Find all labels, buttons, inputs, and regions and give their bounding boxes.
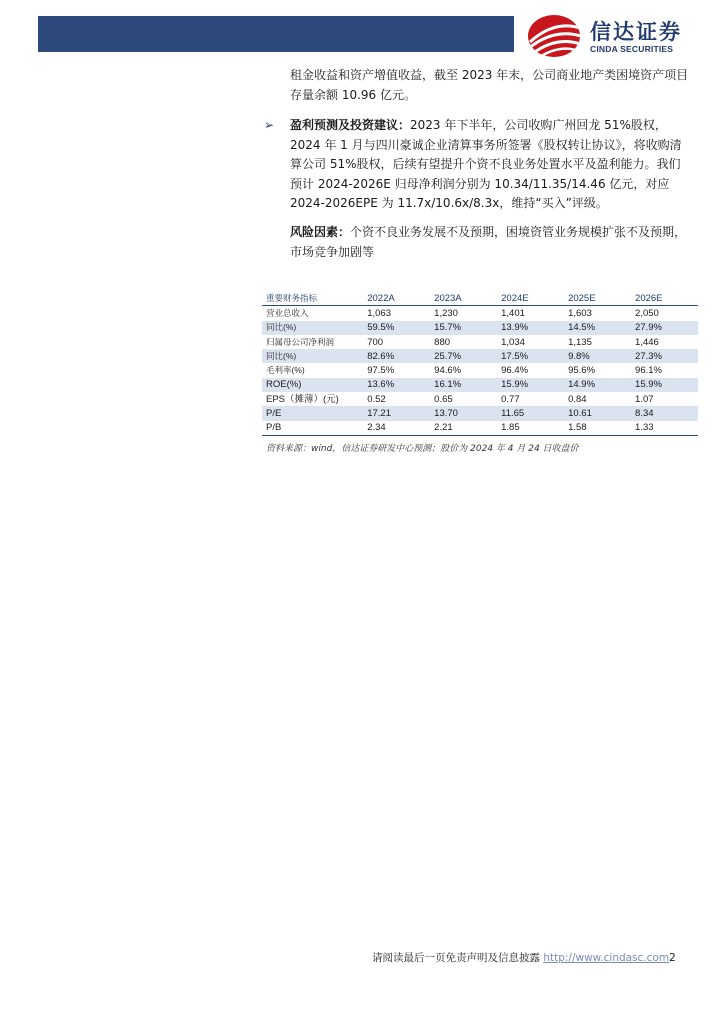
page-number: 2 [669,952,676,964]
table-row [262,321,698,335]
table-cell: 15.9% [631,378,698,392]
logo-globe-icon [524,12,584,60]
table-cell: 1,135 [568,336,592,348]
table-row [262,406,698,420]
table-row [262,378,698,392]
table-row [262,392,698,406]
table-header-cell: 2022A [363,291,430,306]
table-header-row [262,291,698,306]
table-cell: 1,230 [434,307,458,319]
table-cell: 59.5% [363,321,430,335]
table-row-label: ROE(%) [262,378,363,392]
table-cell: 10.61 [564,406,631,420]
table-cell: 96.1% [635,365,662,377]
page-footer [372,950,676,965]
table-header-cell: 重要财务指标 [262,291,363,306]
table-cell: 1.58 [564,421,631,436]
table-row-label: 营业总收入 [266,307,309,318]
table-cell: 0.65 [434,393,453,405]
table-cell: 8.34 [631,406,698,420]
table-cell: 82.6% [363,349,430,363]
table-cell: 13.6% [363,378,430,392]
table-cell: 1.33 [631,421,698,436]
profit-forecast-body: 2023 年下半年，公司收购广州回龙 51%股权，2024 年 1 月与四川豪诚企业清算事务所签署《股权转让协议》，将收购清算公司 51%股权，后续有望提升个资不良业务处置水平及盈利能力。我们预计 2024-2026E 归母净利润分别为 10.34/11.35/14.46 亿元，对应 2024-2026EPE 为 11.7x/10.6x/8.3x，维持“买入”评级。 [290,118,682,210]
table-row-label: P/B [262,421,363,436]
table-cell: 0.77 [501,393,520,405]
table-row [262,363,698,377]
table-cell: 9.8% [564,349,631,363]
company-logo [524,12,704,60]
table-cell: 94.6% [434,365,462,377]
table-header-cell: 2023A [430,291,497,306]
paragraph-commercial-assets: 租金收益和资产增值收益，截至 2023 年末，公司商业地产类困境资产项目存量余额 10.96 亿元。 [290,68,689,102]
table-cell: 11.65 [497,406,564,420]
table-cell: 0.52 [367,393,386,405]
table-cell: 17.21 [363,406,430,420]
table-row-label: EPS（摊薄）(元) [266,393,339,405]
table-cell: 1,034 [501,336,525,348]
table-cell: 27.3% [631,349,698,363]
table-cell: 15.7% [430,321,497,335]
table-cell: 14.9% [564,378,631,392]
table-header-cell: 2025E [564,291,631,306]
table-cell: 96.4% [501,365,529,377]
table-cell: 15.9% [497,378,564,392]
table-cell: 16.1% [430,378,497,392]
table-row-label: 同比(%) [262,321,363,335]
table-cell: 1,446 [635,336,659,348]
table-cell: 2,050 [635,307,659,319]
table-cell: 97.5% [367,365,395,377]
table-row [262,349,698,363]
table-cell: 95.6% [568,365,596,377]
table-header-cell: 2026E [631,291,698,306]
logo-chinese-name: 信达证券 [590,20,682,44]
risk-factors-body: 个资不良业务发展不及预期，困境资管业务规模扩张不及预期，市场竞争加剧等 [290,225,687,259]
table-cell: 1,063 [367,307,391,319]
logo-english-name: CINDA SECURITIES [590,44,674,54]
table-header-cell: 2024E [497,291,564,306]
table-cell: 1.07 [635,393,654,405]
table-cell: 0.84 [568,393,587,405]
table-cell: 700 [367,336,384,348]
risk-factors-title: 风险因素： [290,225,351,239]
table-cell: 880 [434,336,451,348]
table-row [262,306,698,321]
table-row-label: 毛利率(%) [266,365,305,376]
table-cell: 13.9% [497,321,564,335]
table-cell: 13.70 [430,406,497,420]
bullet-arrow-icon: ➢ [264,118,275,132]
table-cell: 14.5% [564,321,631,335]
table-row [262,421,698,436]
table-row-label: 同比(%) [262,349,363,363]
footer-disclaimer-text: 请阅读最后一页免责声明及信息披露 [372,952,544,964]
table-row-label: 归属母公司净利润 [266,336,335,347]
table-row-label: P/E [262,406,363,420]
table-cell: 2.21 [430,421,497,436]
header-band [38,16,514,52]
table-cell: 2.34 [363,421,430,436]
table-cell: 1.85 [497,421,564,436]
financial-indicators-table [262,291,698,436]
table-cell: 1,401 [501,307,525,319]
table-cell: 27.9% [631,321,698,335]
table-cell: 17.5% [497,349,564,363]
profit-forecast-title: 盈利预测及投资建议： [290,118,411,132]
paragraph-profit-forecast [290,116,692,214]
paragraph-risk-factors [290,223,692,262]
table-cell: 1,603 [568,307,592,319]
table-cell: 25.7% [430,349,497,363]
website-link[interactable]: http://www.cindasc.com [543,952,670,964]
table-row [262,335,698,349]
table-source-note: 资料来源：wind，信达证券研发中心预测；股价为 2024 年 4 月 24 日收盘价 [266,444,579,454]
